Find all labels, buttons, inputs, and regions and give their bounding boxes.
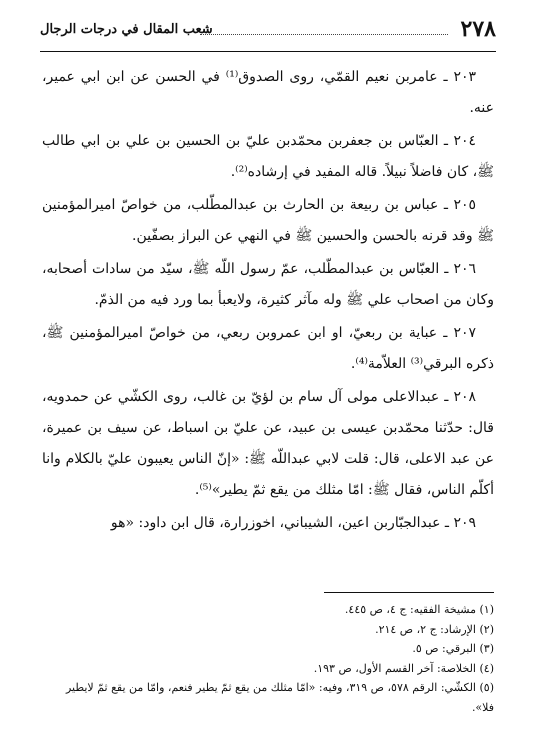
header-rule: [40, 51, 496, 52]
page-number: ٢٧٨: [460, 16, 496, 42]
footnotes: [42, 600, 494, 717]
entry-206: ٢٠٦ ـ العبّاس بن عبدالمطّلب، عمّ رسول اللّه ﷺ، سيّد من سادات أصحابه، وكان من اصحاب علي ﷺ وله مآثر كثيرة، ولايعبأ بما ورد فيه من الذمّ.: [42, 261, 494, 308]
footnote-1: (١) مشيخة الفقيه: ج ٤، ص ٤٤٥.: [344, 603, 494, 616]
entry-207: ٢٠٧ ـ عباية بن ربعيّ، او ابن عمروبن ربعي، من خواصّ اميرالمؤمنين ﷺ، ذكره البرقي⁽³⁾ العلاّمة⁽⁴⁾.: [42, 325, 494, 372]
footnotes-rule: [324, 592, 494, 593]
header-dotted-leader: [200, 34, 448, 35]
entry-205: ٢٠٥ ـ عباس بن ربيعة بن الحارث بن عبدالمطّلب، من خواصّ اميرالمؤمنين ﷺ وقد قرنه بالحسن والحسين ﷺ في النهي عن البراز بصفّين.: [42, 197, 494, 244]
entry-208: ٢٠٨ ـ عبدالاعلى مولى آل سام بن لؤيّ بن غالب، روى الكشّي عن حمدويه، قال: حدّثنا محمّدبن عيسى بن عبيد، عن عليّ بن اسباط، عن سيف بن عميرة، عن عبد الاعلى، قال: قلت لابي عبداللّه ﷺ: «إنّ الناس يعيبون عليّ بالكلام وانا أكلّم الناس، فقال ﷺ: امّا مثلك من يقع ثمّ يطير»⁽⁵⁾.: [42, 389, 494, 498]
main-text: [42, 62, 494, 541]
running-title: شعب المقال في درجات الرجال: [40, 22, 213, 37]
footnote-2: (٢) الإرشاد: ج ٢، ص ٢١٤.: [375, 622, 494, 636]
page-header: [40, 16, 496, 52]
footnote-5: (٥) الكشّي: الرقم ٥٧٨، ص ٣١٩، وفيه: «امّا مثلك من يقع ثمّ يطير فنعم، وامّا من يقع ثمّ لايطير فلا».: [65, 681, 494, 714]
entry-204: ٢٠٤ ـ العبّاس بن جعفربن محمّدبن عليّ بن الحسين بن علي بن ابي طالب ﷺ، كان فاضلاً نبيلاً. قاله المفيد في إرشاده⁽²⁾.: [42, 133, 494, 180]
entry-209: ٢٠٩ ـ عبدالجبّاربن اعين، الشيباني، اخوزرارة، قال ابن داود: «هو: [110, 515, 476, 531]
footnote-3: (٣) البرقي: ص ٥.: [412, 642, 494, 655]
entry-203: ٢٠٣ ـ عامربن نعيم القمّي، روى الصدوق⁽¹⁾ في الحسن عن ابن ابي عمير، عنه.: [42, 69, 494, 116]
footnote-4: (٤) الخلاصة: آخر القسم الأول، ص ١٩٣.: [313, 661, 494, 675]
